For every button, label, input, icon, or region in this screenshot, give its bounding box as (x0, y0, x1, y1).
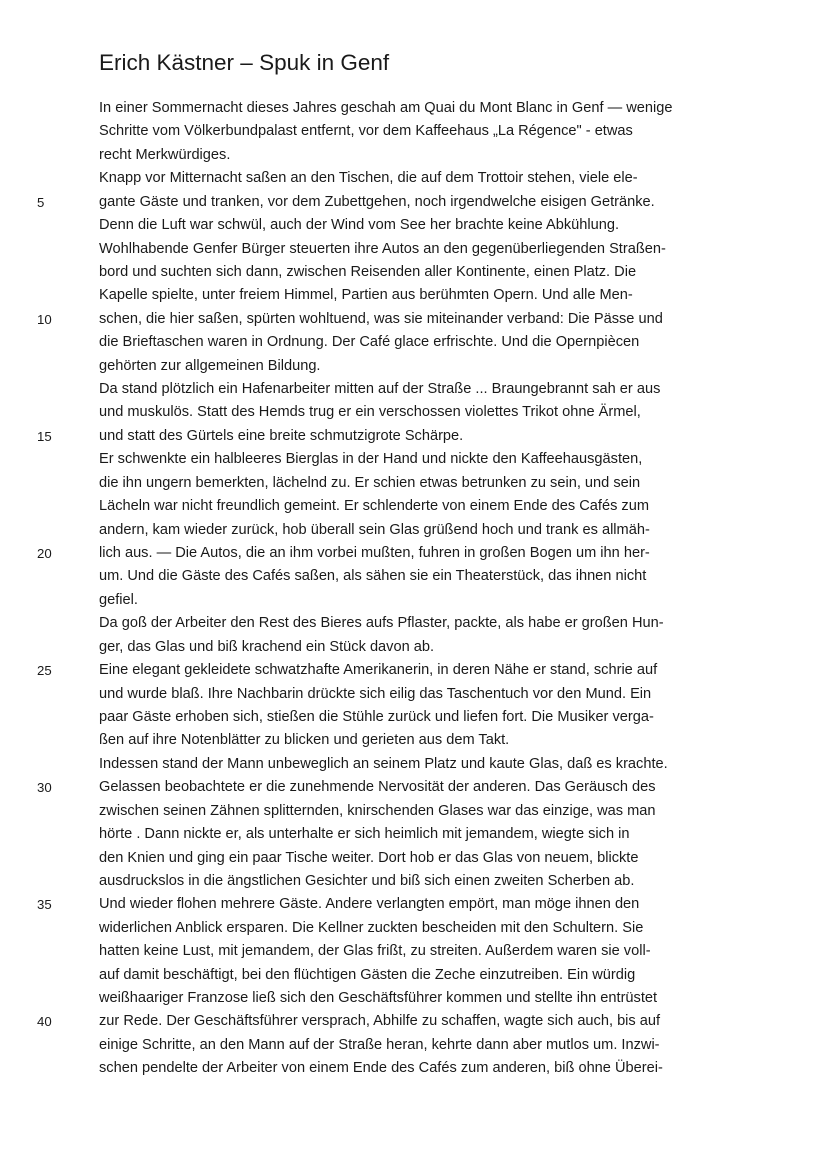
line-text: Schritte vom Völkerbundpalast entfernt, vor dem Kaffeehaus „La Régence" - etwas (99, 123, 633, 140)
line-text: Denn die Luft war schwül, auch der Wind vom See her brachte keine Abkühlung. (99, 217, 619, 234)
text-line (99, 823, 719, 846)
line-text: recht Merkwürdiges. (99, 146, 231, 163)
text-line (37, 893, 719, 916)
text-line (99, 167, 719, 190)
line-text: zur Rede. Der Geschäftsführer versprach, Abhilfe zu schaffen, wagte sich auch, bis auf (99, 1013, 661, 1030)
text-line (37, 776, 719, 799)
line-number: 20 (37, 546, 52, 562)
text-line (99, 987, 719, 1010)
text-line (99, 800, 719, 823)
text-line (37, 308, 719, 331)
line-text: Indessen stand der Mann unbeweglich an seinem Platz und kaute Glas, daß es krachte. (99, 755, 668, 772)
line-text: andern, kam wieder zurück, hob überall sein Glas grüßend hoch und trank es allmäh- (99, 521, 650, 538)
text-line (99, 964, 719, 987)
line-text: In einer Sommernacht dieses Jahres geschah am Quai du Mont Blanc in Genf — wenige (99, 100, 673, 116)
line-text: und statt des Gürtels eine breite schmutzigrote Schärpe. (99, 427, 464, 444)
line-text: ßen auf ihre Notenblätter zu blicken und gerieten aus dem Takt. (99, 732, 510, 749)
line-text: Gelassen beobachtete er die zunehmende Nervosität der anderen. Das Geräusch des (99, 779, 656, 796)
text-line (99, 378, 719, 401)
line-number: 5 (37, 194, 45, 210)
text-line (99, 706, 719, 729)
line-number: 15 (37, 428, 52, 444)
line-text: um. Und die Gäste des Cafés saßen, als sähen sie ein Theaterstück, das ihnen nicht (99, 568, 647, 585)
line-number: 35 (37, 897, 52, 913)
text-line (99, 261, 719, 284)
text-line (99, 331, 719, 354)
text-line (99, 355, 719, 378)
text-line (99, 729, 719, 752)
text-line (99, 917, 719, 940)
text-line (99, 495, 719, 518)
line-text: widerlichen Anblick ersparen. Die Kellner zuckten bescheiden mit den Schultern. Sie (99, 919, 644, 936)
line-text: Und wieder flohen mehrere Gäste. Andere verlangten empört, man möge ihnen den (99, 896, 640, 913)
text-line (99, 401, 719, 424)
line-number: 40 (37, 1014, 52, 1030)
text-line (37, 191, 719, 214)
text-line (99, 120, 719, 143)
text-line (37, 659, 719, 682)
line-text: den Knien und ging ein paar Tische weiter. Dort hob er das Glas von neuem, blickte (99, 849, 639, 866)
line-text: gefiel. (99, 591, 138, 608)
line-text: paar Gäste erhoben sich, stießen die Stühle zurück und liefen fort. Die Musiker verga- (99, 708, 654, 725)
text-line (99, 284, 719, 307)
line-text: lich aus. — Die Autos, die an ihm vorbei mußten, fuhren in großen Bogen um ihn her- (99, 545, 650, 562)
line-text: bord und suchten sich dann, zwischen Reisenden aller Kontinente, einen Platz. Die (99, 263, 637, 280)
line-text: Eine elegant gekleidete schwatzhafte Amerikanerin, in deren Nähe er stand, schrie auf (99, 662, 658, 679)
line-text: und muskulös. Statt des Hemds trug er ein verschossen violettes Trikot ohne Ärmel, (99, 404, 641, 421)
line-text: weißhaariger Franzose ließ sich den Geschäftsführer kommen und stellte ihn entrüstet (99, 990, 658, 1007)
line-text: einige Schritte, an den Mann auf der Straße heran, kehrte dann aber mutlos um. Inzwi- (99, 1036, 660, 1053)
text-line (99, 214, 719, 237)
line-text: die ihn ungern bemerkten, lächelnd zu. Er schien etwas betrunken zu sein, und sein (99, 474, 641, 491)
text-line (99, 1057, 719, 1080)
text-line (99, 97, 719, 120)
text-line (99, 238, 719, 261)
line-text: schen pendelte der Arbeiter von einem Ende des Cafés zum anderen, biß ohne Überei- (99, 1060, 663, 1077)
line-text: Lächeln war nicht freundlich gemeint. Er schlenderte von einem Ende des Cafés zum (99, 498, 649, 515)
text-line (99, 144, 719, 167)
line-text: Er schwenkte ein halbleeres Bierglas in der Hand und nickte den Kaffeehausgästen, (99, 451, 643, 468)
line-text: gante Gäste und tranken, vor dem Zubettgehen, noch irgendwelche eisigen Getränke. (99, 193, 655, 210)
text-line (99, 1034, 719, 1057)
line-text: ger, das Glas und biß krachend ein Stück davon ab. (99, 638, 435, 655)
line-text: Knapp vor Mitternacht saßen an den Tischen, die auf dem Trottoir stehen, viele ele- (99, 170, 638, 187)
text-line (99, 589, 719, 612)
line-text: Da stand plötzlich ein Hafenarbeiter mitten auf der Straße ... Braungebrannt sah er aus (99, 381, 661, 398)
text-line (99, 940, 719, 963)
line-text: zwischen seinen Zähnen splitternden, knirschenden Glases war das einzige, was man (99, 802, 656, 819)
line-number: 10 (37, 311, 52, 327)
line-number: 25 (37, 663, 52, 679)
line-number: 30 (37, 780, 52, 796)
line-text: Da goß der Arbeiter den Rest des Bieres aufs Pflaster, packte, als habe er großen Hun- (99, 615, 664, 632)
line-text: und wurde blaß. Ihre Nachbarin drückte sich eilig das Taschentuch vor den Mund. Ein (99, 685, 652, 702)
text-line (99, 472, 719, 495)
text-line (99, 847, 719, 870)
text-line (99, 870, 719, 893)
document-title: Erich Kästner – Spuk in Genf (99, 50, 390, 75)
line-text: schen, die hier saßen, spürten wohltuend, was sie miteinander verband: Die Pässe und (99, 310, 663, 327)
text-line (99, 448, 719, 471)
line-text: hörte . Dann nickte er, als unterhalte er sich heimlich mit jemandem, wiegte sich in (99, 826, 630, 843)
text-line (99, 519, 719, 542)
text-line (99, 753, 719, 776)
text-line (99, 565, 719, 588)
text-line (99, 683, 719, 706)
text-line (37, 425, 719, 448)
line-text: auf damit beschäftigt, bei den flüchtigen Gästen die Zeche einzutreiben. Ein würdig (99, 966, 636, 983)
document-body (37, 97, 719, 1081)
line-text: gehörten zur allgemeinen Bildung. (99, 357, 321, 374)
line-text: hatten keine Lust, mit jemandem, der Glas frißt, zu streiten. Außerdem waren sie voll- (99, 943, 651, 960)
line-text: Wohlhabende Genfer Bürger steuerten ihre Autos an den gegenüberliegenden Straßen- (99, 240, 666, 257)
text-line (37, 1010, 719, 1033)
text-line (37, 542, 719, 565)
line-text: ausdruckslos in die ängstlichen Gesichter und biß sich einen zweiten Scherben ab. (99, 872, 635, 889)
text-line (99, 612, 719, 635)
line-text: die Brieftaschen waren in Ordnung. Der Café glace erfrischte. Und die Opernpiècen (99, 334, 640, 351)
line-text: Kapelle spielte, unter freiem Himmel, Partien aus berühmten Opern. Und alle Men- (99, 287, 633, 304)
text-line (99, 636, 719, 659)
